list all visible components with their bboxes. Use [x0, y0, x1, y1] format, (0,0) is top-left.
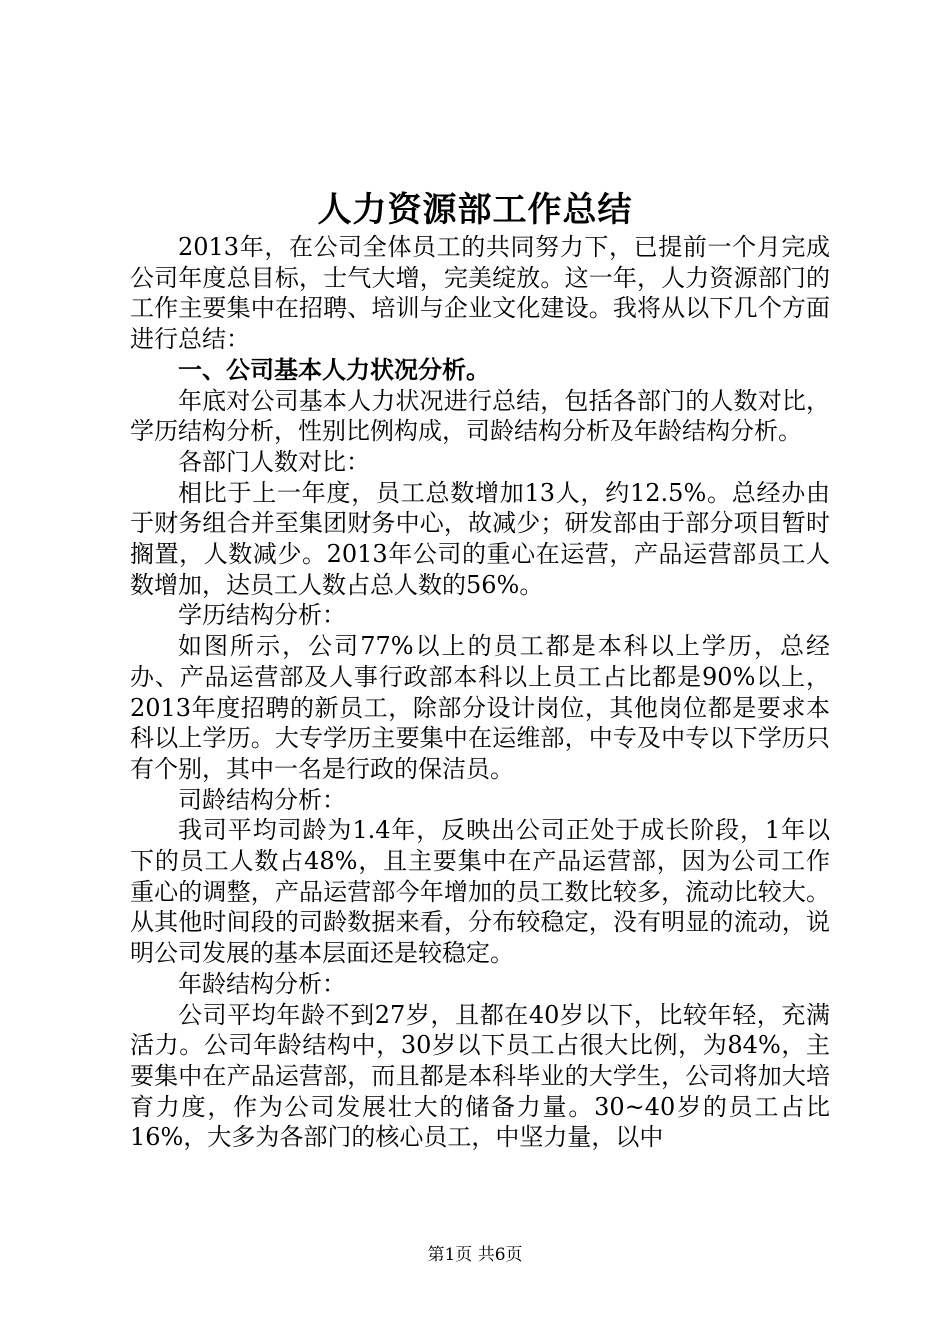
subheading-education: 学历结构分析： [178, 601, 346, 630]
paragraph-overview: 年底对公司基本人力状况进行总结，包括各部门的人数对比，学历结构分析，性别比例构成，司龄结构分析及年龄结构分析。 [130, 386, 830, 446]
subheading-tenure: 司龄结构分析： [178, 785, 346, 814]
document-title: 人力资源部工作总结 [317, 190, 633, 230]
subheading-age: 年龄结构分析： [178, 969, 346, 998]
paragraph-tenure: 我司平均司龄为1.4年，反映出公司正处于成长阶段，1年以下的员工人数占48%，且主要集中在产品运营部，因为公司工作重心的调整，产品运营部今年增加的员工数比较多，流动比较大。从其他时间段的司龄数据来看，分布较稳定，没有明显的流动，说明公司发展的基本层面还是较稳定。 [130, 816, 830, 968]
paragraph-education: 如图所示，公司77%以上的员工都是本科以上学历，总经办、产品运营部及人事行政部本科以上员工占比都是90%以上，2013年度招聘的新员工，除部分设计岗位，其他岗位都是要求本科以上学历。大专学历主要集中在运维部，中专及中专以下学历只有个别，其中一名是行政的保洁员。 [130, 632, 830, 783]
page-footer: 第1页 共6页 [427, 1245, 523, 1265]
paragraph-age: 公司平均年龄不到27岁，且都在40岁以下，比较年轻，充满活力。公司年龄结构中，30岁以下员工占很大比例，为84%，主要集中在产品运营部，而且都是本科毕业的大学生，公司将加大培育力度，作为公司发展壮大的储备力量。30~40岁的员工占比16%，大多为各部门的核心员工，中坚力量，以中 [130, 1000, 830, 1152]
document-body [130, 232, 830, 1153]
paragraph-intro: 2013年，在公司全体员工的共同努力下，已提前一个月完成公司年度总目标，士气大增，完美绽放。这一年，人力资源部门的工作主要集中在招聘、培训与企业文化建设。我将从以下几个方面进行总结： [130, 233, 830, 354]
subheading-department: 各部门人数对比： [178, 447, 370, 476]
section-heading: 一、公司基本人力状况分析。 [178, 355, 490, 384]
paragraph-department: 相比于上一年度，员工总数增加13人，约12.5%。总经办由于财务组合并至集团财务中心，故减少；研发部由于部分项目暂时搁置，人数减少。2013年公司的重心在运营，产品运营部员工人数增加，达员工人数占总人数的56%。 [130, 478, 830, 599]
